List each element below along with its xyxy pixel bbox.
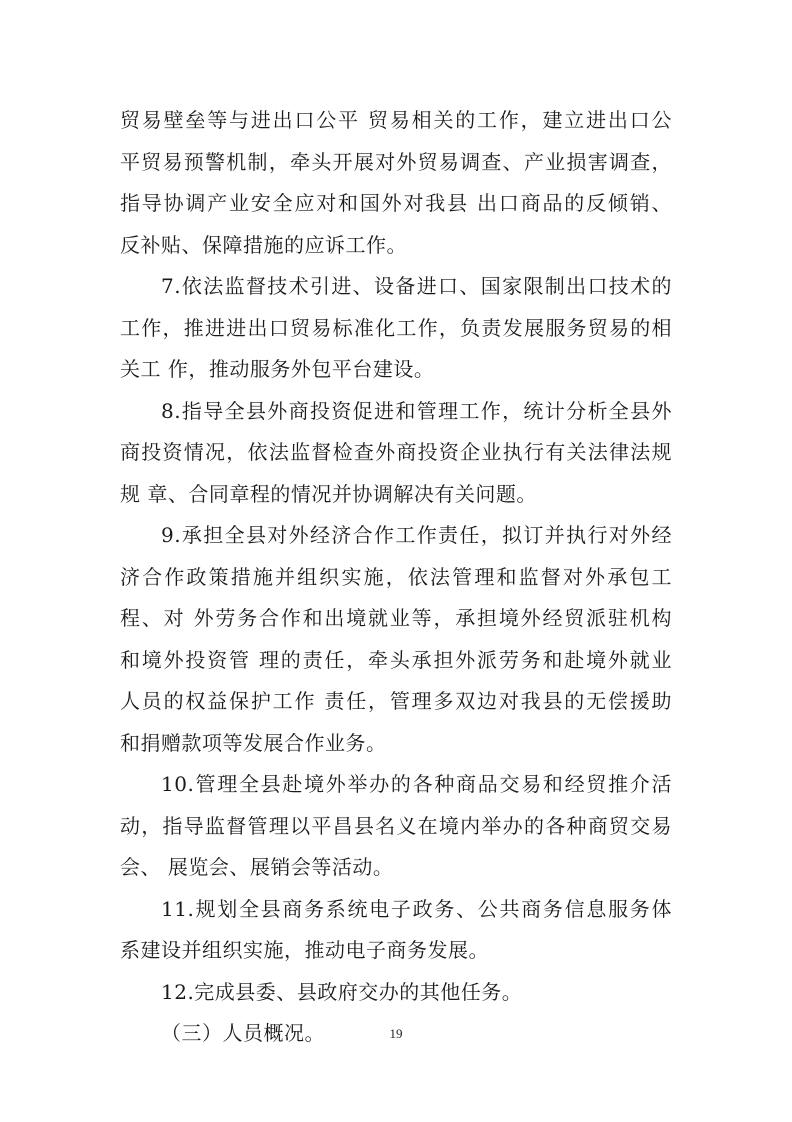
text-line: 系建设并组织实施，推动电子商务发展。 — [120, 938, 489, 962]
text-line: 12.完成县委、县政府交办的其他任务。 — [161, 979, 523, 1004]
page-number: 19 — [389, 1026, 403, 1041]
text-line: 和境外投资管 理的责任，牵头承担外派劳务和赴境外就业 — [120, 647, 672, 672]
text-line: 11.规划全县商务系统电子政务、公共商务信息服务体 — [161, 896, 672, 921]
text-line: 贸易壁垒等与进出口公平 贸易相关的工作，建立进出口公 — [120, 108, 672, 132]
text-line: 程、对 外劳务合作和出境就业等，承担境外经贸派驻机构 — [120, 606, 672, 630]
text-line: 平贸易预警机制，牵头开展对外贸易调查、产业损害调查， — [120, 149, 672, 174]
paragraph-8 — [120, 391, 672, 516]
text-line: 商投资情况，依法监督检查外商投资企业执行有关法律法规 — [120, 440, 672, 464]
text-line: 人员的权益保护工作 责任，管理多双边对我县的无偿援助 — [120, 689, 672, 713]
document-body — [120, 100, 672, 1055]
text-line: 8.指导全县外商投资促进和管理工作，统计分析全县外 — [161, 398, 672, 423]
text-line: 关工 作，推动服务外包平台建设。 — [120, 357, 435, 381]
text-line: 规 章、合同章程的情况并协调解决有关问题。 — [120, 481, 537, 506]
paragraph-7 — [120, 266, 672, 391]
paragraph-9 — [120, 515, 672, 764]
paragraph-10 — [120, 764, 672, 889]
text-line: 和捐赠款项等发展合作业务。 — [120, 730, 387, 755]
text-line: 7.依法监督技术引进、设备进口、国家限制出口技术的 — [161, 274, 672, 298]
text-line: 会、 展览会、展销会等活动。 — [120, 855, 394, 879]
text-line: 指导协调产业安全应对和国外对我县 出口商品的反倾销、 — [120, 191, 672, 215]
paragraph-12 — [120, 972, 672, 1014]
text-line: 济合作政策措施并组织实施，依法管理和监督对外承包工 — [120, 564, 672, 589]
text-line: 动，指导监督管理以平昌县名义在境内举办的各种商贸交易 — [120, 813, 672, 838]
text-line: 10.管理全县赴境外举办的各种商品交易和经贸推介活 — [161, 772, 672, 796]
text-line: 反补贴、保障措施的应诉工作。 — [120, 232, 407, 257]
text-line: 9.承担全县对外经济合作工作责任，拟订并执行对外经 — [161, 523, 672, 547]
paragraph-11 — [120, 889, 672, 972]
section-heading: （三）人员概况。 — [161, 1021, 325, 1045]
paragraph-6-continued — [120, 100, 672, 266]
text-line: 工作，推进进出口贸易标准化工作，负责发展服务贸易的相 — [120, 315, 672, 340]
